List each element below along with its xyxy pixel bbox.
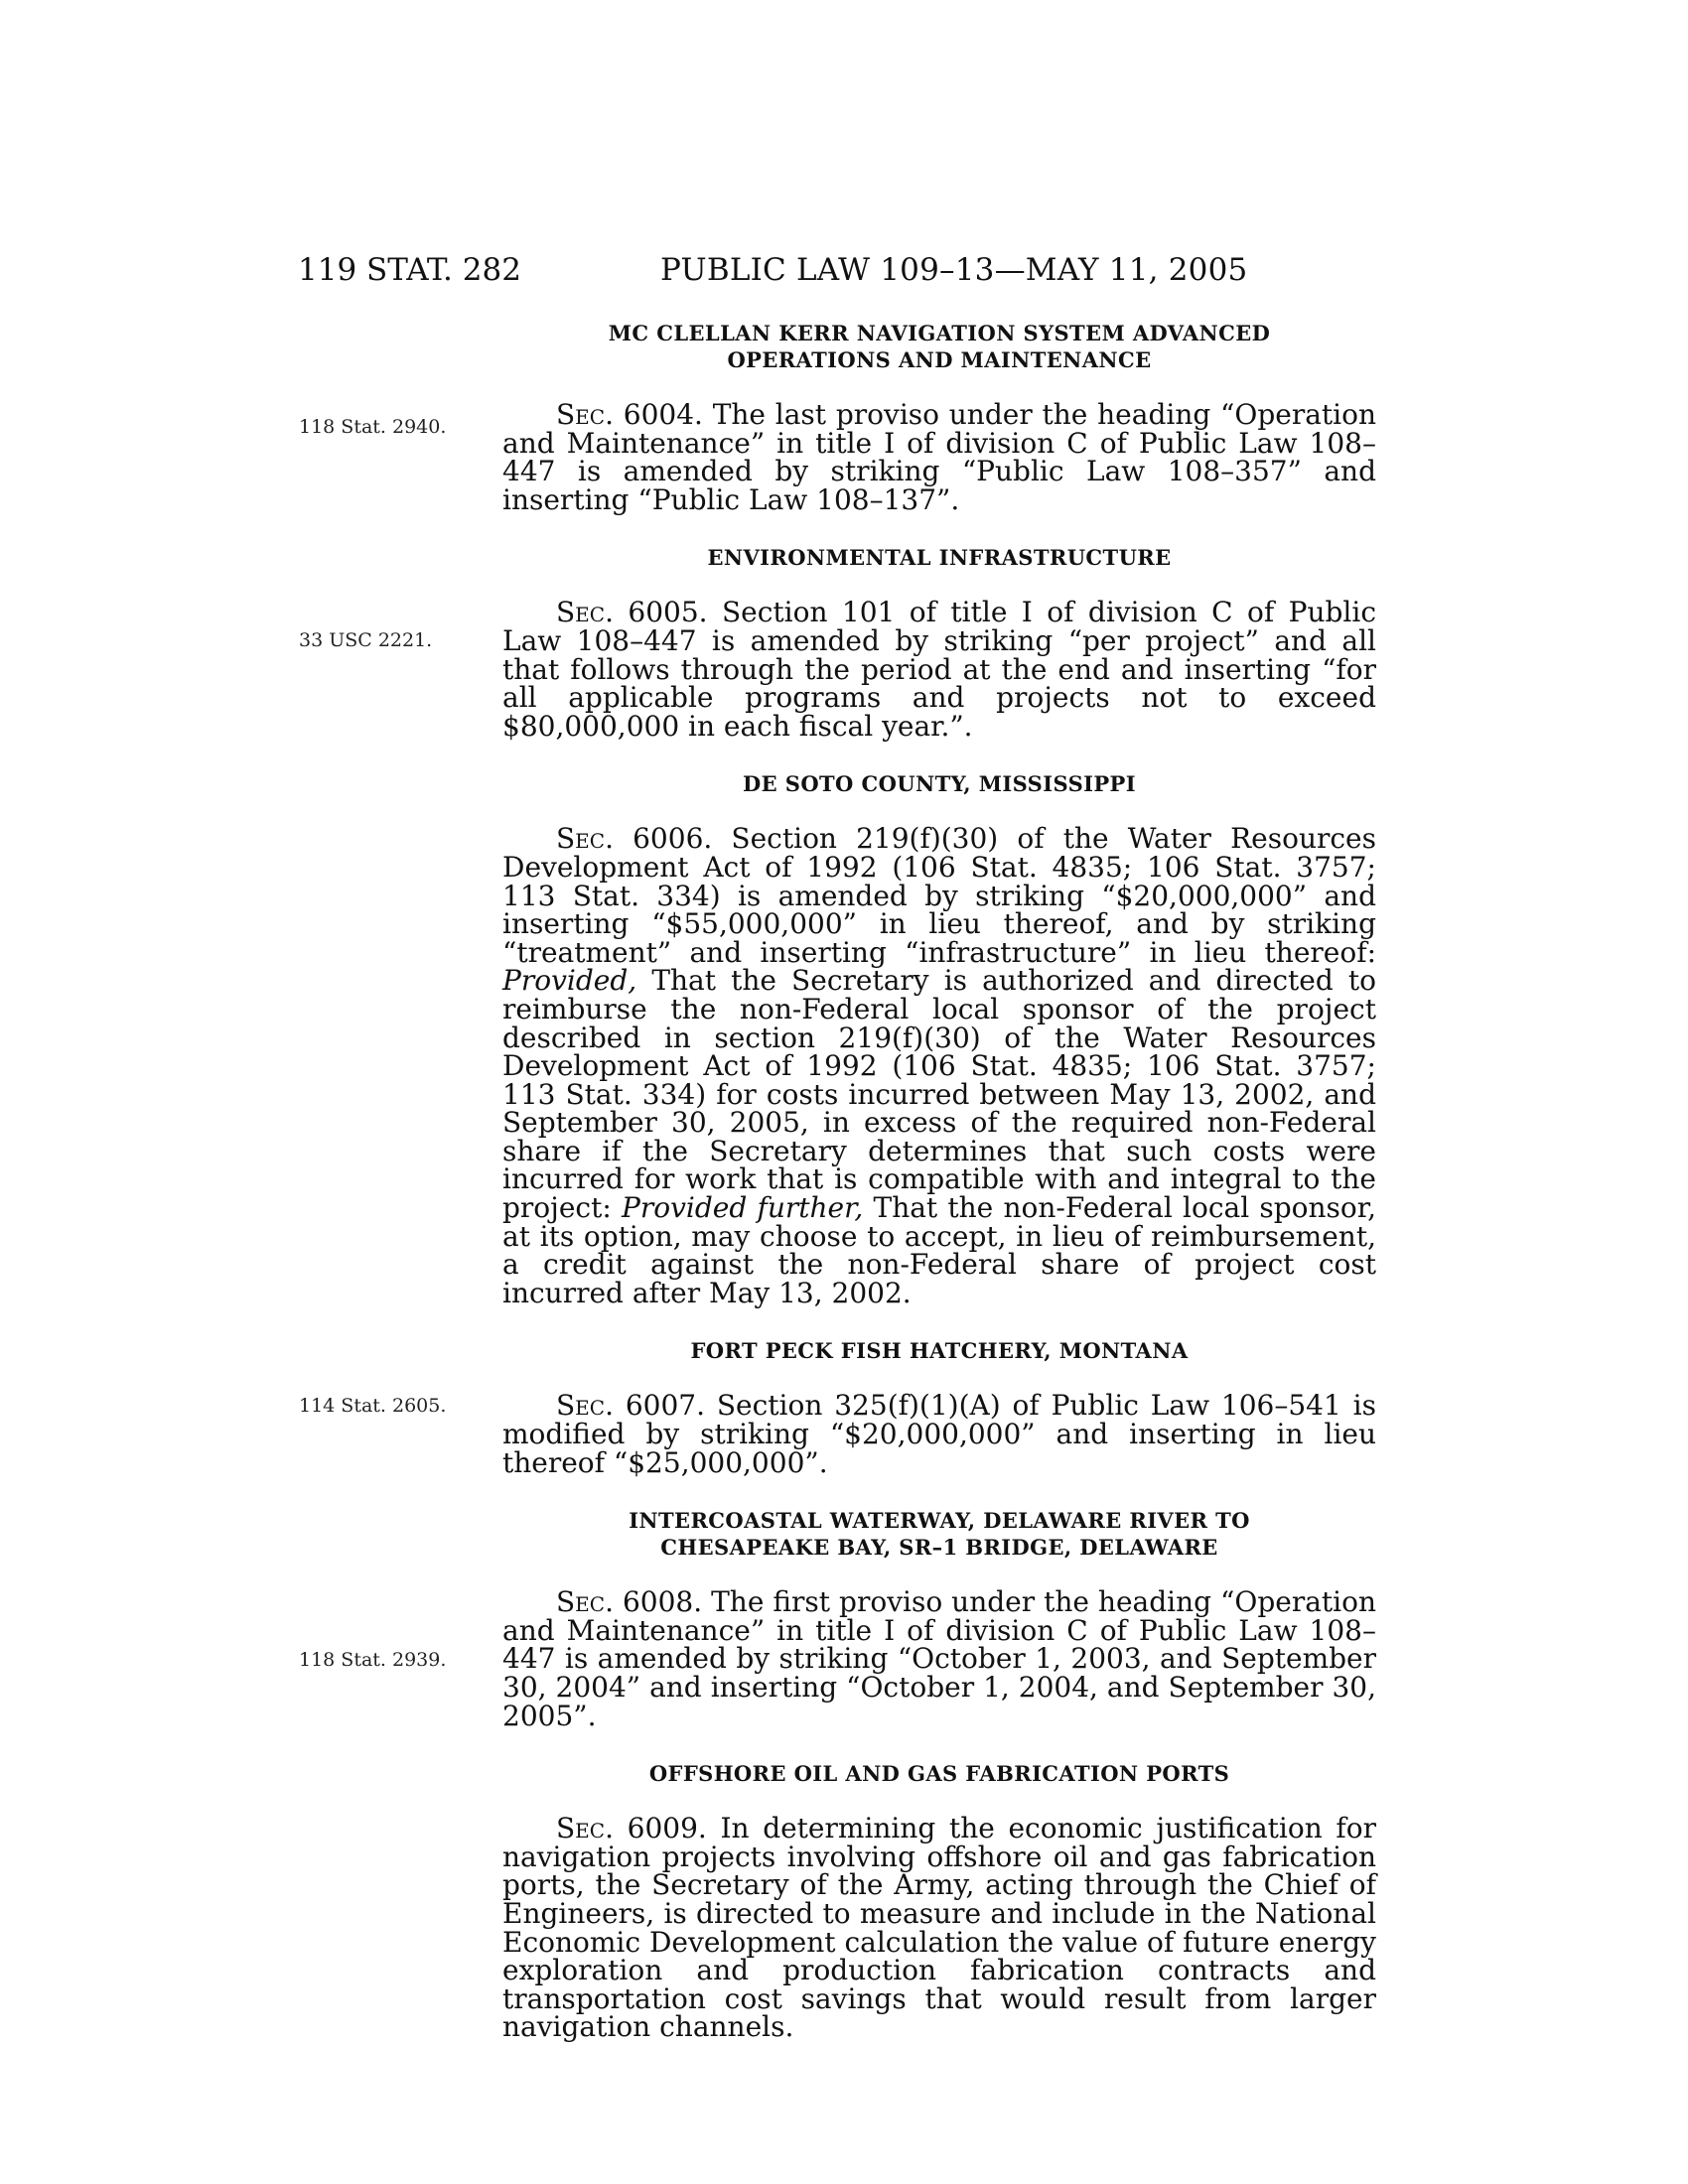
section-body: Section 101 of title I of division C of Public Law 108–447 is amended by striking “per project” and all that follows through the period at the end and inserting “for all applicable programs and projects not to exceed $80,000,000 in each fiscal year.”. — [502, 596, 1377, 743]
section-text-6006 — [502, 822, 1376, 1309]
section-body-part-3: That the non-Federal local sponsor, at its option, may choose to accept, in lieu of reimbursement, a credit against the non-Federal share of project cost incurred after May 13, 2002. — [502, 1191, 1376, 1309]
section-6007 — [299, 1389, 1376, 1479]
section-6004 — [299, 398, 1376, 516]
section-body: The first proviso under the heading “Operation and Maintenance” in title I of division C of Public Law 108–447 is amended by striking “October 1, 2003, and September 30, 2004” and inserting “October 1, 2004, and September 30, 2005”. — [502, 1585, 1376, 1732]
section-6005 — [299, 596, 1377, 743]
section-heading-6006: DE SOTO COUNTY, MISSISSIPPI — [743, 771, 1136, 797]
section-text-6007 — [502, 1389, 1376, 1479]
section-text-6009 — [502, 1812, 1377, 2044]
section-label: Sec. 6005. — [556, 596, 708, 629]
section-heading-6007: FORT PECK FISH HATCHERY, MONTANA — [690, 1338, 1189, 1364]
section-heading-6005: ENVIRONMENTAL INFRASTRUCTURE — [707, 545, 1172, 571]
margin-note-6008: 118 Stat. 2939. — [299, 1649, 447, 1672]
section-label: Sec. 6004. — [556, 398, 703, 431]
margin-note-6007: 114 Stat. 2605. — [299, 1395, 447, 1418]
proviso-provided: Provided, — [502, 964, 637, 998]
margin-note-6004: 118 Stat. 2940. — [299, 416, 447, 438]
section-heading-6009: OFFSHORE OIL AND GAS FABRICATION PORTS — [648, 1761, 1230, 1787]
section-body: In determining the economic justification for navigation projects involving offshore oil and gas fabrication ports, the Secretary of the Army, acting through the Chief of Engineers, is directed to measure and include in the National Economic Development calculation the value of future energy exploration and production fabrication contracts and transportation cost savings that would result from larger navigation channels. — [502, 1812, 1377, 2044]
section-heading-6008: INTERCOASTAL WATERWAY, DELAWARE RIVER TO CHESAPEAKE BAY, SR–1 BRIDGE, DELAWARE — [629, 1508, 1250, 1561]
section-label: Sec. 6008. — [556, 1585, 703, 1619]
section-body: The last proviso under the heading “Operation and Maintenance” in title I of division C of Public Law 108–447 is amended by striking “Public Law 108–357” and inserting “Public Law 108–137”. — [502, 398, 1376, 516]
running-head — [298, 250, 1370, 290]
section-label: Sec. 6006. — [556, 822, 713, 856]
section-6008 — [299, 1585, 1376, 1732]
section-heading-6004: MC CLELLAN KERR NAVIGATION SYSTEM ADVANCED OPERATIONS AND MAINTENANCE — [608, 321, 1271, 372]
section-body: Section 325(f)(1)(A) of Public Law 106–541 is modified by striking “$20,000,000” and inserting in lieu thereof “$25,000,000”. — [502, 1389, 1376, 1479]
section-text-6005 — [502, 596, 1377, 743]
page-id: 119 STAT. 282 — [298, 252, 521, 288]
law-title: PUBLIC LAW 109–13—MAY 11, 2005 — [660, 252, 1248, 288]
section-text-6004 — [502, 398, 1376, 516]
section-label: Sec. 6009. — [556, 1812, 707, 1845]
section-body-part-1: Section 219(f)(30) of the Water Resources Development Act of 1992 (106 Stat. 4835; 106 Stat. 3757; 113 Stat. 334) is amended by striking “$20,000,000” and inserting “$55,000,000” in lieu thereof, and by striking “treatment” and inserting “infrastructure” in lieu thereof: — [502, 822, 1376, 969]
section-6009 — [502, 1812, 1377, 2044]
section-label: Sec. 6007. — [556, 1389, 705, 1423]
body-column — [299, 320, 1377, 2044]
section-text-6008 — [502, 1585, 1376, 1732]
section-6006 — [502, 822, 1376, 1309]
proviso-provided-further: Provided further, — [622, 1191, 864, 1225]
margin-note-6005: 33 USC 2221. — [299, 629, 433, 652]
section-body-part-2: That the Secretary is authorized and directed to reimburse the non-Federal local sponsor of the project described in section 219(f)(30) of the Water Resources Development Act of 1992 (106 Stat. 4835; 106 Stat. 3757; 113 Stat. 334) for costs incurred between May 13, 2002, and September 30, 2005, in excess of the required non-Federal share if the Secretary determines that such costs were incurred for work that is compatible with and integral to the project: — [502, 964, 1376, 1225]
